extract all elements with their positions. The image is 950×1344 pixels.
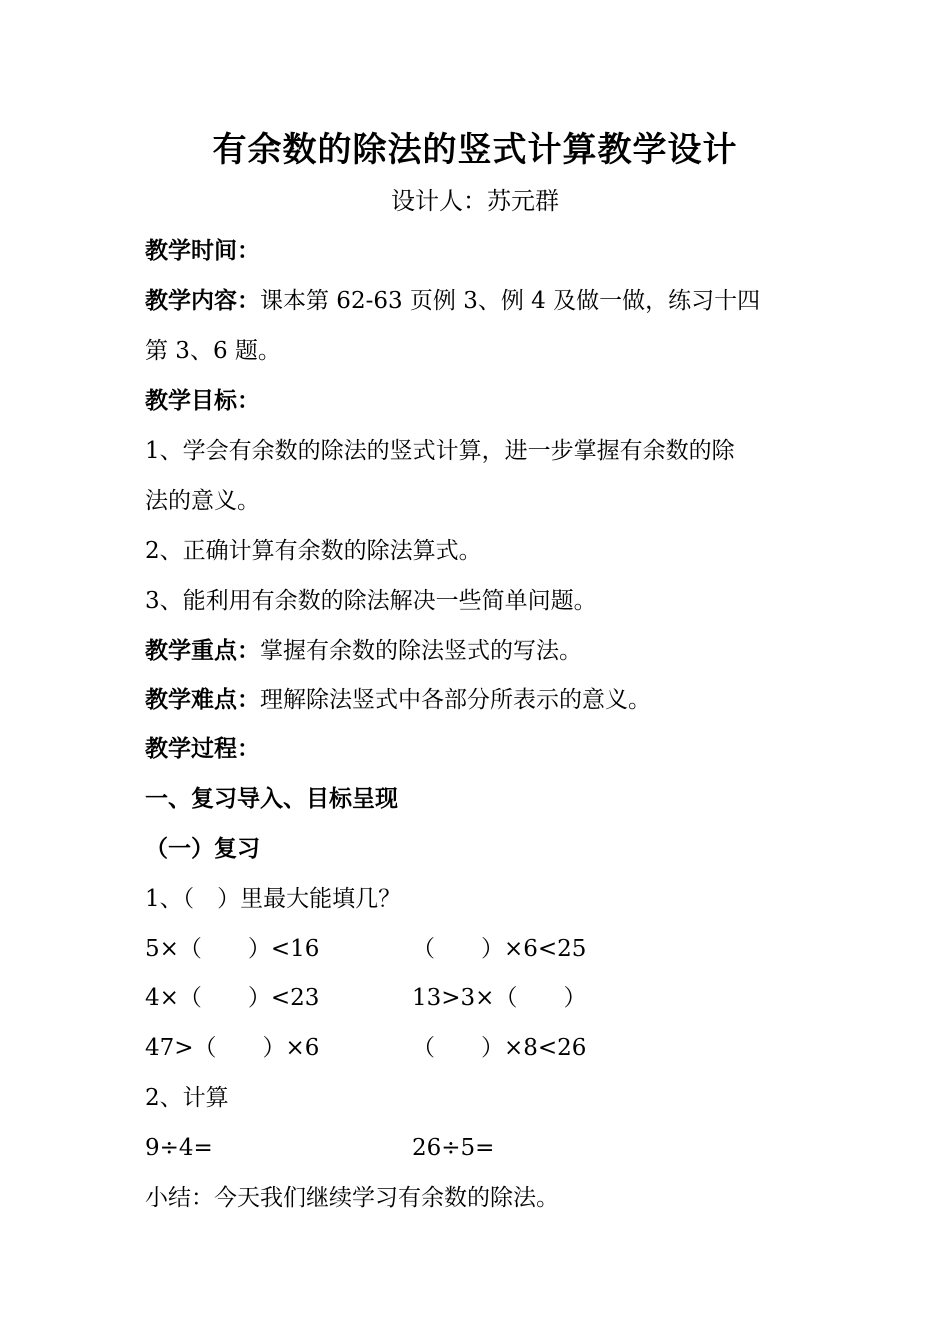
goal-item: 3、能利用有余数的除法解决一些简单问题。 xyxy=(145,588,597,614)
teaching-goals-heading: 教学目标： xyxy=(145,387,260,414)
exercise-left: 47>（ ）×6 xyxy=(145,1035,320,1061)
exercise-left: 5×（ ）<16 xyxy=(145,936,320,962)
exercise-right: 13>3×（ ） xyxy=(412,985,587,1011)
key-point-label: 教学重点： xyxy=(145,637,260,664)
teaching-process-heading: 教学过程： xyxy=(145,735,260,762)
subsection-heading: （一）复习 xyxy=(145,835,260,862)
section-heading: 一、复习导入、目标呈现 xyxy=(145,785,398,812)
question-2: 2、计算 xyxy=(145,1085,229,1111)
difficulty-point xyxy=(145,683,825,717)
teaching-content xyxy=(145,284,825,318)
calc-right: 26÷5= xyxy=(412,1135,495,1161)
document-title: 有余数的除法的竖式计算教学设计 xyxy=(212,130,738,170)
difficulty-point-text: 理解除法竖式中各部分所表示的意义。 xyxy=(260,687,651,713)
author-line: 设计人：苏元群 xyxy=(391,187,559,215)
teaching-content-cont: 第 3、6 题。 xyxy=(145,338,281,364)
summary: 小结：今天我们继续学习有余数的除法。 xyxy=(145,1185,559,1211)
goal-item: 1、学会有余数的除法的竖式计算，进一步掌握有余数的除 xyxy=(145,438,735,464)
exercise-right: （ ）×6<25 xyxy=(412,936,587,962)
teaching-content-text: 课本第 62-63 页例 3、例 4 及做一做，练习十四 xyxy=(260,288,761,314)
calc-left: 9÷4= xyxy=(145,1135,213,1161)
goal-item: 法的意义。 xyxy=(145,488,260,514)
teaching-content-label: 教学内容： xyxy=(145,287,260,314)
teaching-time: 教学时间： xyxy=(145,237,260,264)
key-point-text: 掌握有余数的除法竖式的写法。 xyxy=(260,638,582,664)
difficulty-point-label: 教学难点： xyxy=(145,686,260,713)
goal-item: 2、正确计算有余数的除法算式。 xyxy=(145,538,482,564)
question-1: 1、（ ）里最大能填几？ xyxy=(145,886,402,912)
exercise-right: （ ）×8<26 xyxy=(412,1035,587,1061)
key-point xyxy=(145,634,825,668)
exercise-left: 4×（ ）<23 xyxy=(145,985,320,1011)
